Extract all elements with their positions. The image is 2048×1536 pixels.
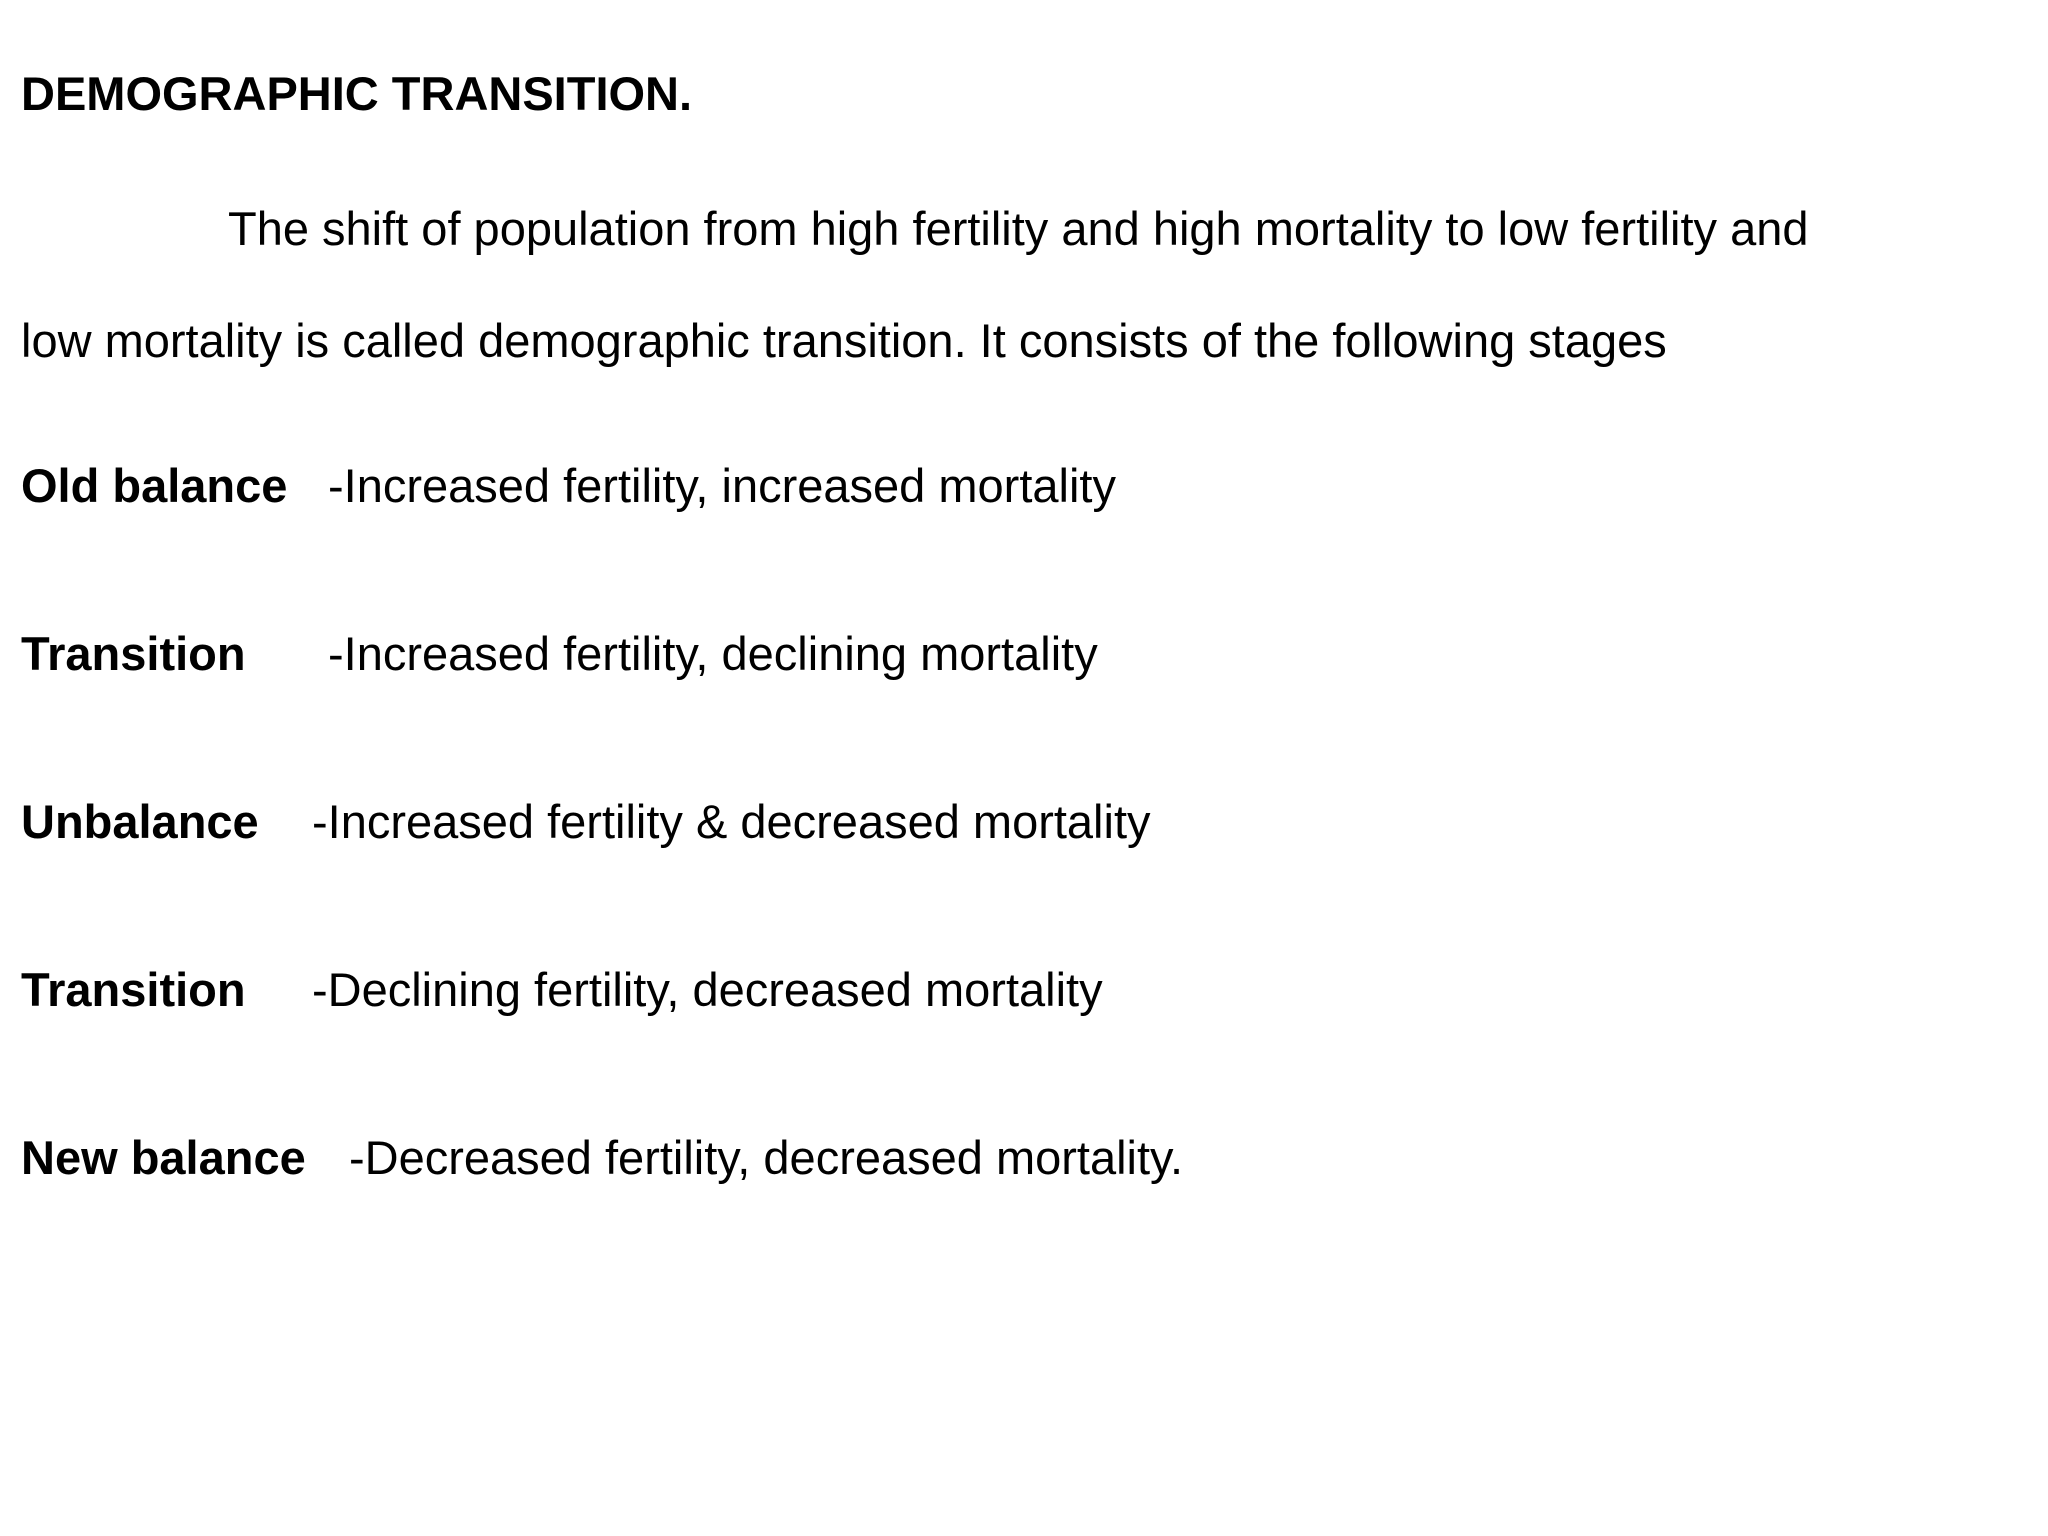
stage-description: -Increased fertility, declining mortality bbox=[328, 627, 1098, 680]
stage-name: Old balance bbox=[21, 459, 288, 512]
intro-paragraph bbox=[21, 173, 2001, 397]
document-title: DEMOGRAPHIC TRANSITION. bbox=[21, 67, 693, 120]
stage-name: Transition bbox=[21, 963, 246, 1016]
intro-line-2: low mortality is called demographic transition. It consists of the following stages bbox=[21, 314, 1667, 367]
stage-transition-1 bbox=[21, 626, 1098, 682]
stage-new-balance bbox=[21, 1130, 1183, 1186]
stage-name: Transition bbox=[21, 627, 246, 680]
stage-name: Unbalance bbox=[21, 795, 259, 848]
stage-old-balance bbox=[21, 458, 1116, 514]
stage-name: New balance bbox=[21, 1131, 306, 1184]
stage-description: -Decreased fertility, decreased mortality. bbox=[349, 1131, 1184, 1184]
stage-description: -Increased fertility & decreased mortality bbox=[312, 795, 1151, 848]
stage-unbalance bbox=[21, 794, 1151, 850]
stage-description: -Declining fertility, decreased mortality bbox=[312, 963, 1103, 1016]
intro-line-1: The shift of population from high fertility and high mortality to low fertility and bbox=[228, 202, 1809, 255]
stage-transition-2 bbox=[21, 962, 1103, 1018]
stage-description: -Increased fertility, increased mortality bbox=[328, 459, 1116, 512]
